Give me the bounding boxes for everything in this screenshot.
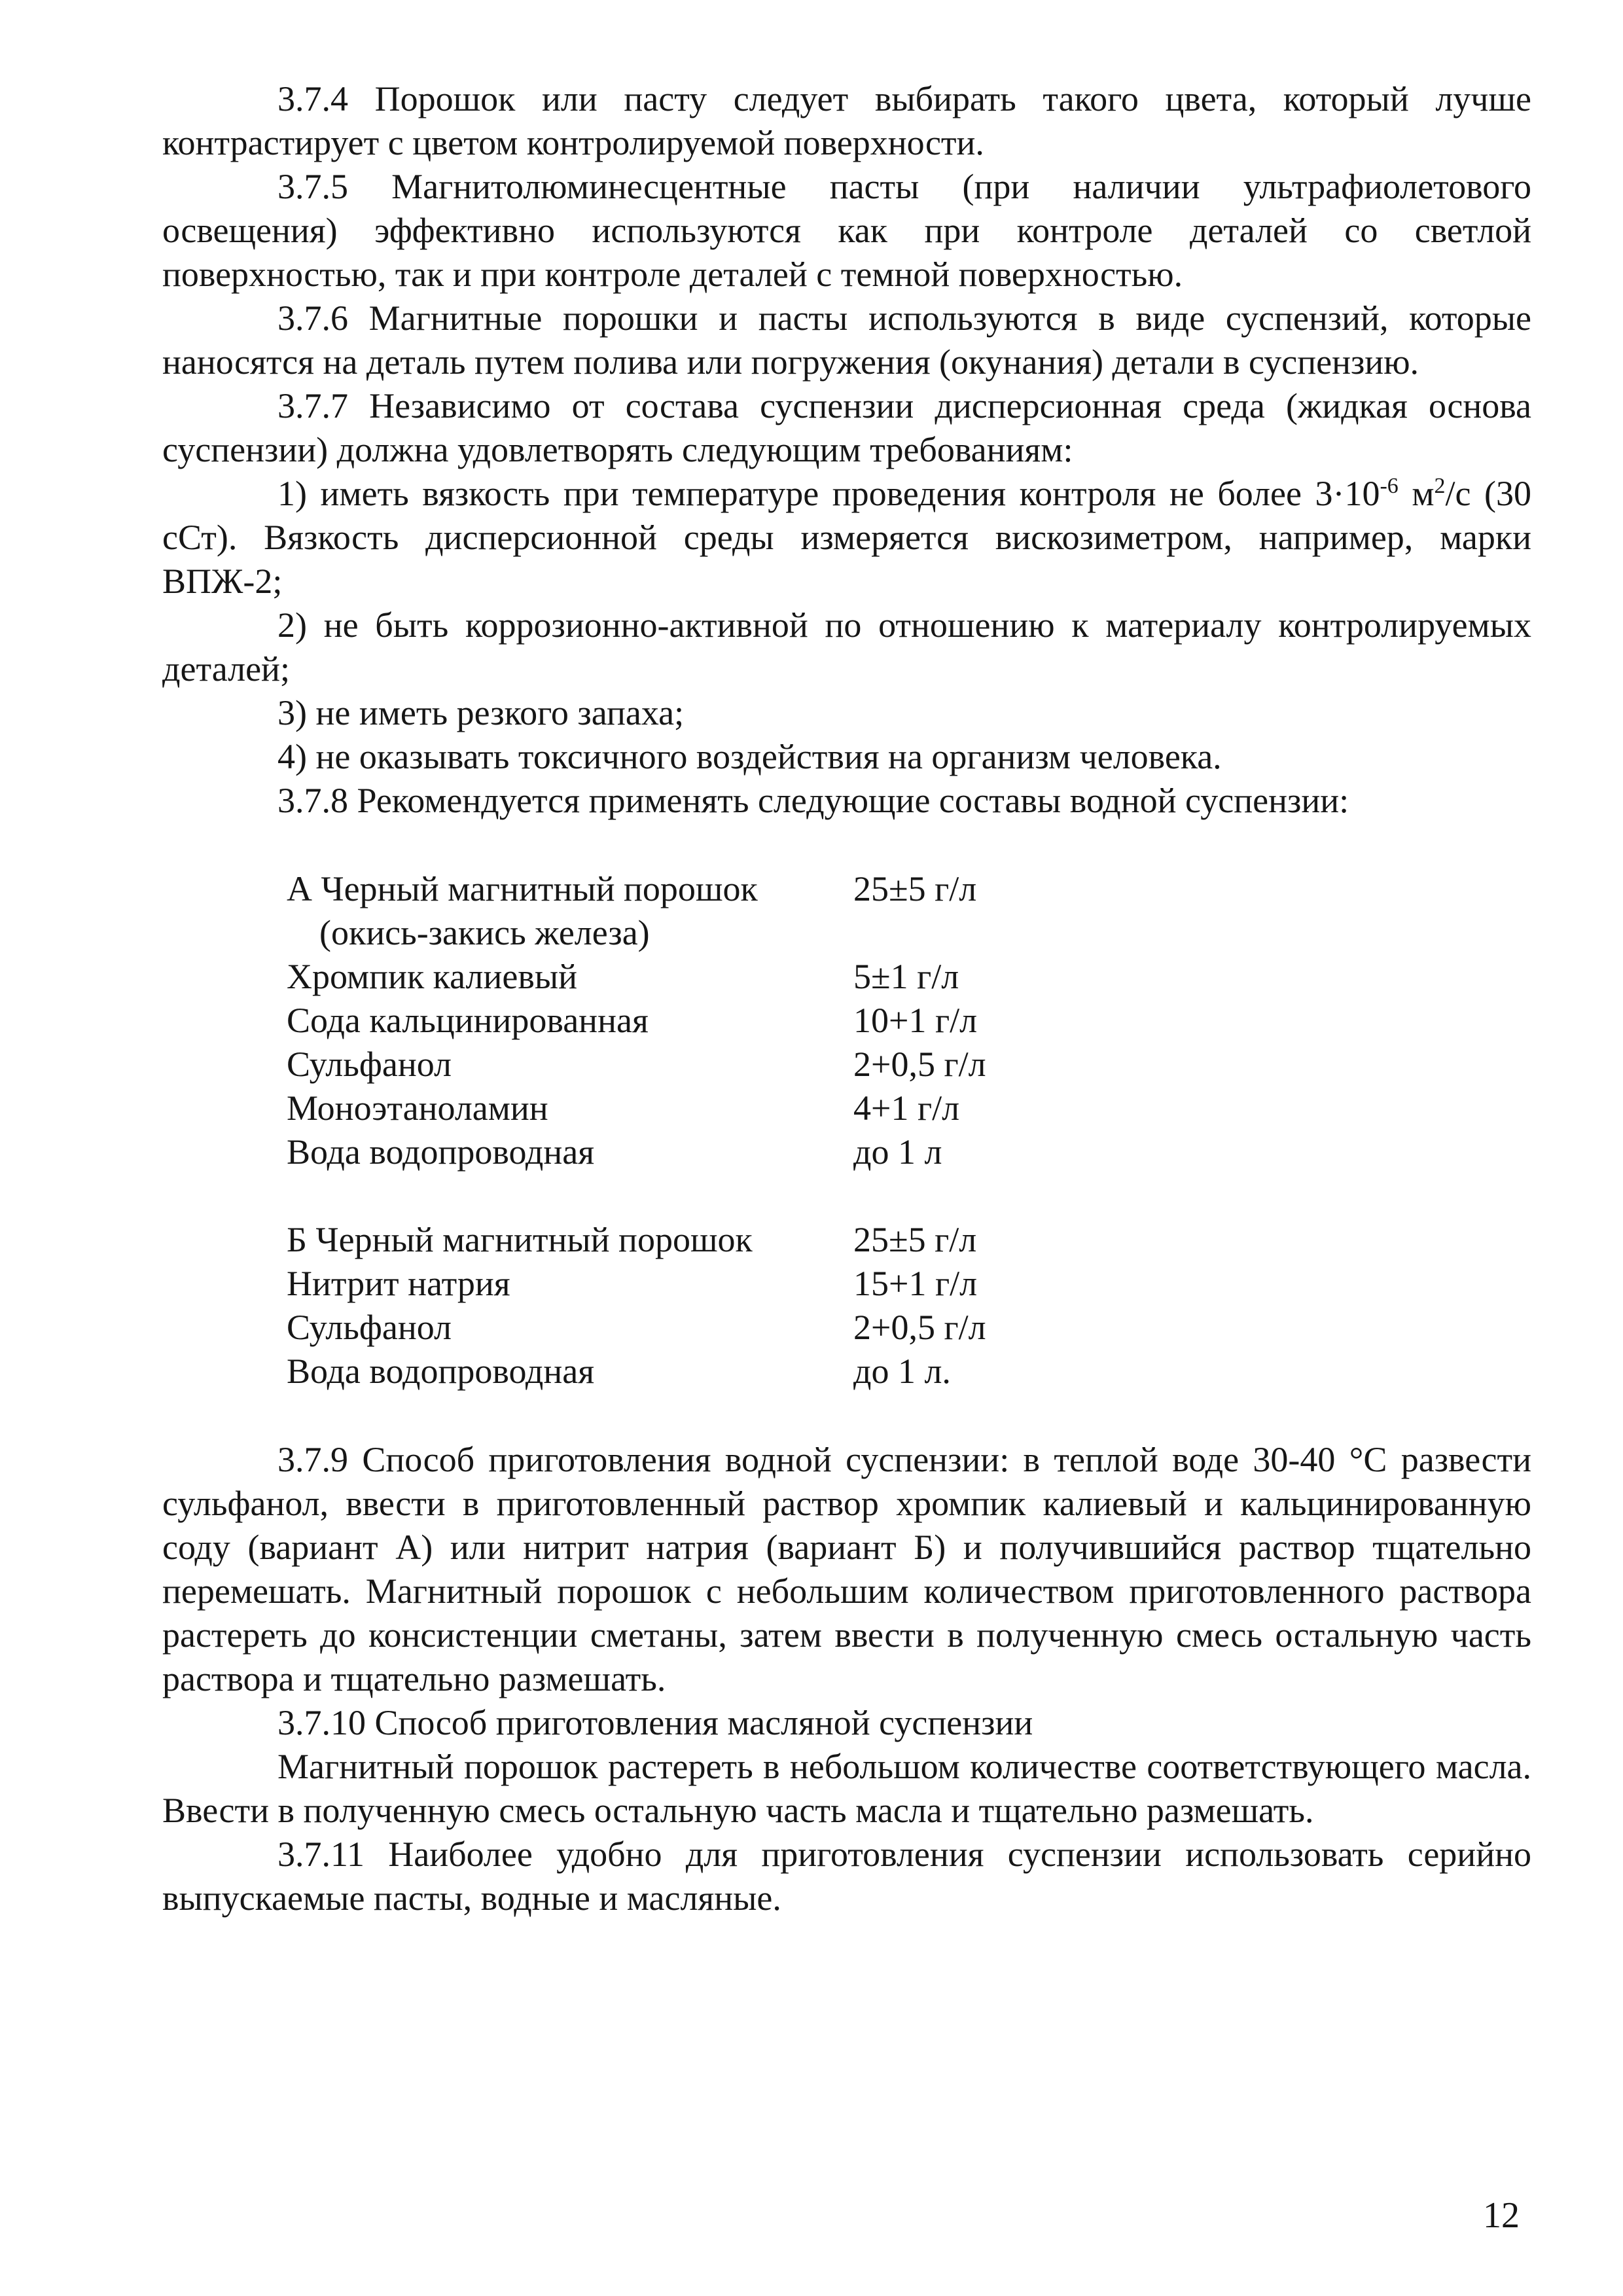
paragraph-3-7-10-title: 3.7.10 Способ приготовления масляной суспензии (277, 1703, 1033, 1742)
composition-row (287, 1043, 1531, 1086)
component-name: Сульфанол (287, 1308, 452, 1347)
paragraph-3-7-7: 3.7.7 Независимо от состава суспензии дисперсионная среда (жидкая основа суспензии) должна удовлетворять следующим требованиям: (162, 386, 1531, 469)
component-name: Сульфанол (287, 1045, 452, 1084)
component-name: Вода водопроводная (287, 1132, 595, 1172)
document-page (162, 77, 1531, 1920)
requirement-4: 4) не оказывать токсичного воздействия на организм человека. (277, 737, 1222, 776)
page-number: 12 (1483, 2195, 1520, 2236)
composition-row (287, 955, 1531, 999)
requirement-1-text-b: /с (30 сСт). Вязкость дисперсионной среды измеряется вискозиметром, например, марки ВПЖ-2; (162, 474, 1532, 601)
component-name: Вода водопроводная (287, 1352, 595, 1391)
component-amount: до 1 л (853, 1132, 942, 1172)
composition-row (287, 1086, 1531, 1130)
composition-table (287, 867, 1531, 1393)
component-amount: до 1 л. (853, 1352, 951, 1391)
composition-row (287, 999, 1531, 1043)
composition-row (287, 1130, 1531, 1174)
component-amount: 10+1 г/л (853, 1001, 978, 1040)
paragraph-3-7-10-body: Магнитный порошок растереть в небольшом количестве соответствующего масла. Ввести в полученную смесь остальную часть масла и тщательно размешать. (162, 1747, 1531, 1830)
component-amount: 25±5 г/л (853, 869, 977, 908)
component-name: Хромпик калиевый (287, 957, 578, 996)
viscosity-exponent: -6 (1380, 474, 1399, 498)
requirement-2: 2) не быть коррозионно-активной по отношению к материалу контролируемых деталей; (162, 605, 1531, 689)
paragraph-3-7-5: 3.7.5 Магнитолюминесцентные пасты (при наличии ультрафиолетового освещения) эффективно используются как при контроле деталей со светлой поверхностью, так и при контроле деталей с темной поверхностью. (162, 167, 1531, 294)
component-name: (окись-закись железа) (319, 913, 650, 952)
component-name: Сода кальцинированная (287, 1001, 649, 1040)
component-amount: 25±5 г/л (853, 1220, 977, 1259)
paragraph-3-7-9: 3.7.9 Способ приготовления водной суспензии: в теплой воде 30-40 °С развести сульфанол, ввести в приготовленный раствор хромпик калиевый и кальцинированную соду (вариант А) или нитрит натрия (вариант Б) и получившийся раствор тщательно перемешать. Магнитный порошок с небольшим количеством приготовленного раствора растереть до консистенции сметаны, затем ввести в полученную смесь остальную часть раствора и тщательно размешать. (162, 1440, 1531, 1698)
composition-row (287, 867, 1531, 911)
composition-row (287, 1306, 1531, 1350)
paragraph-3-7-4: 3.7.4 Порошок или пасту следует выбирать такого цвета, который лучше контрастирует с цветом контролируемой поверхности. (162, 79, 1531, 162)
component-amount: 4+1 г/л (853, 1088, 960, 1128)
paragraph-3-7-11: 3.7.11 Наиболее удобно для приготовления суспензии использовать серийно выпускаемые пасты, водные и масляные. (162, 1835, 1531, 1918)
requirement-3: 3) не иметь резкого запаха; (277, 693, 685, 732)
composition-row (287, 1218, 1531, 1262)
component-amount: 2+0,5 г/л (853, 1308, 986, 1347)
component-amount: 2+0,5 г/л (853, 1045, 986, 1084)
paragraph-3-7-8: 3.7.8 Рекомендуется применять следующие составы водной суспензии: (277, 781, 1349, 820)
composition-row (287, 1350, 1531, 1393)
component-name: Моноэтаноламин (287, 1088, 548, 1128)
composition-row (287, 911, 1531, 955)
requirement-1-unit: м (1398, 474, 1435, 513)
component-name: Нитрит натрия (287, 1264, 510, 1303)
requirement-1 (162, 472, 1531, 603)
component-amount: 15+1 г/л (853, 1264, 978, 1303)
composition-row (287, 1262, 1531, 1306)
component-amount: 5±1 г/л (853, 957, 959, 996)
component-name: Б Черный магнитный порошок (287, 1220, 753, 1259)
composition-gap (287, 1174, 1531, 1218)
requirement-1-text-a: 1) иметь вязкость при температуре проведения контроля не более 3·10 (277, 474, 1380, 513)
unit-square-exponent: 2 (1434, 474, 1446, 498)
paragraph-3-7-6: 3.7.6 Магнитные порошки и пасты используются в виде суспензий, которые наносятся на деталь путем полива или погружения (окунания) детали в суспензию. (162, 298, 1531, 382)
component-name: А Черный магнитный порошок (287, 869, 758, 908)
